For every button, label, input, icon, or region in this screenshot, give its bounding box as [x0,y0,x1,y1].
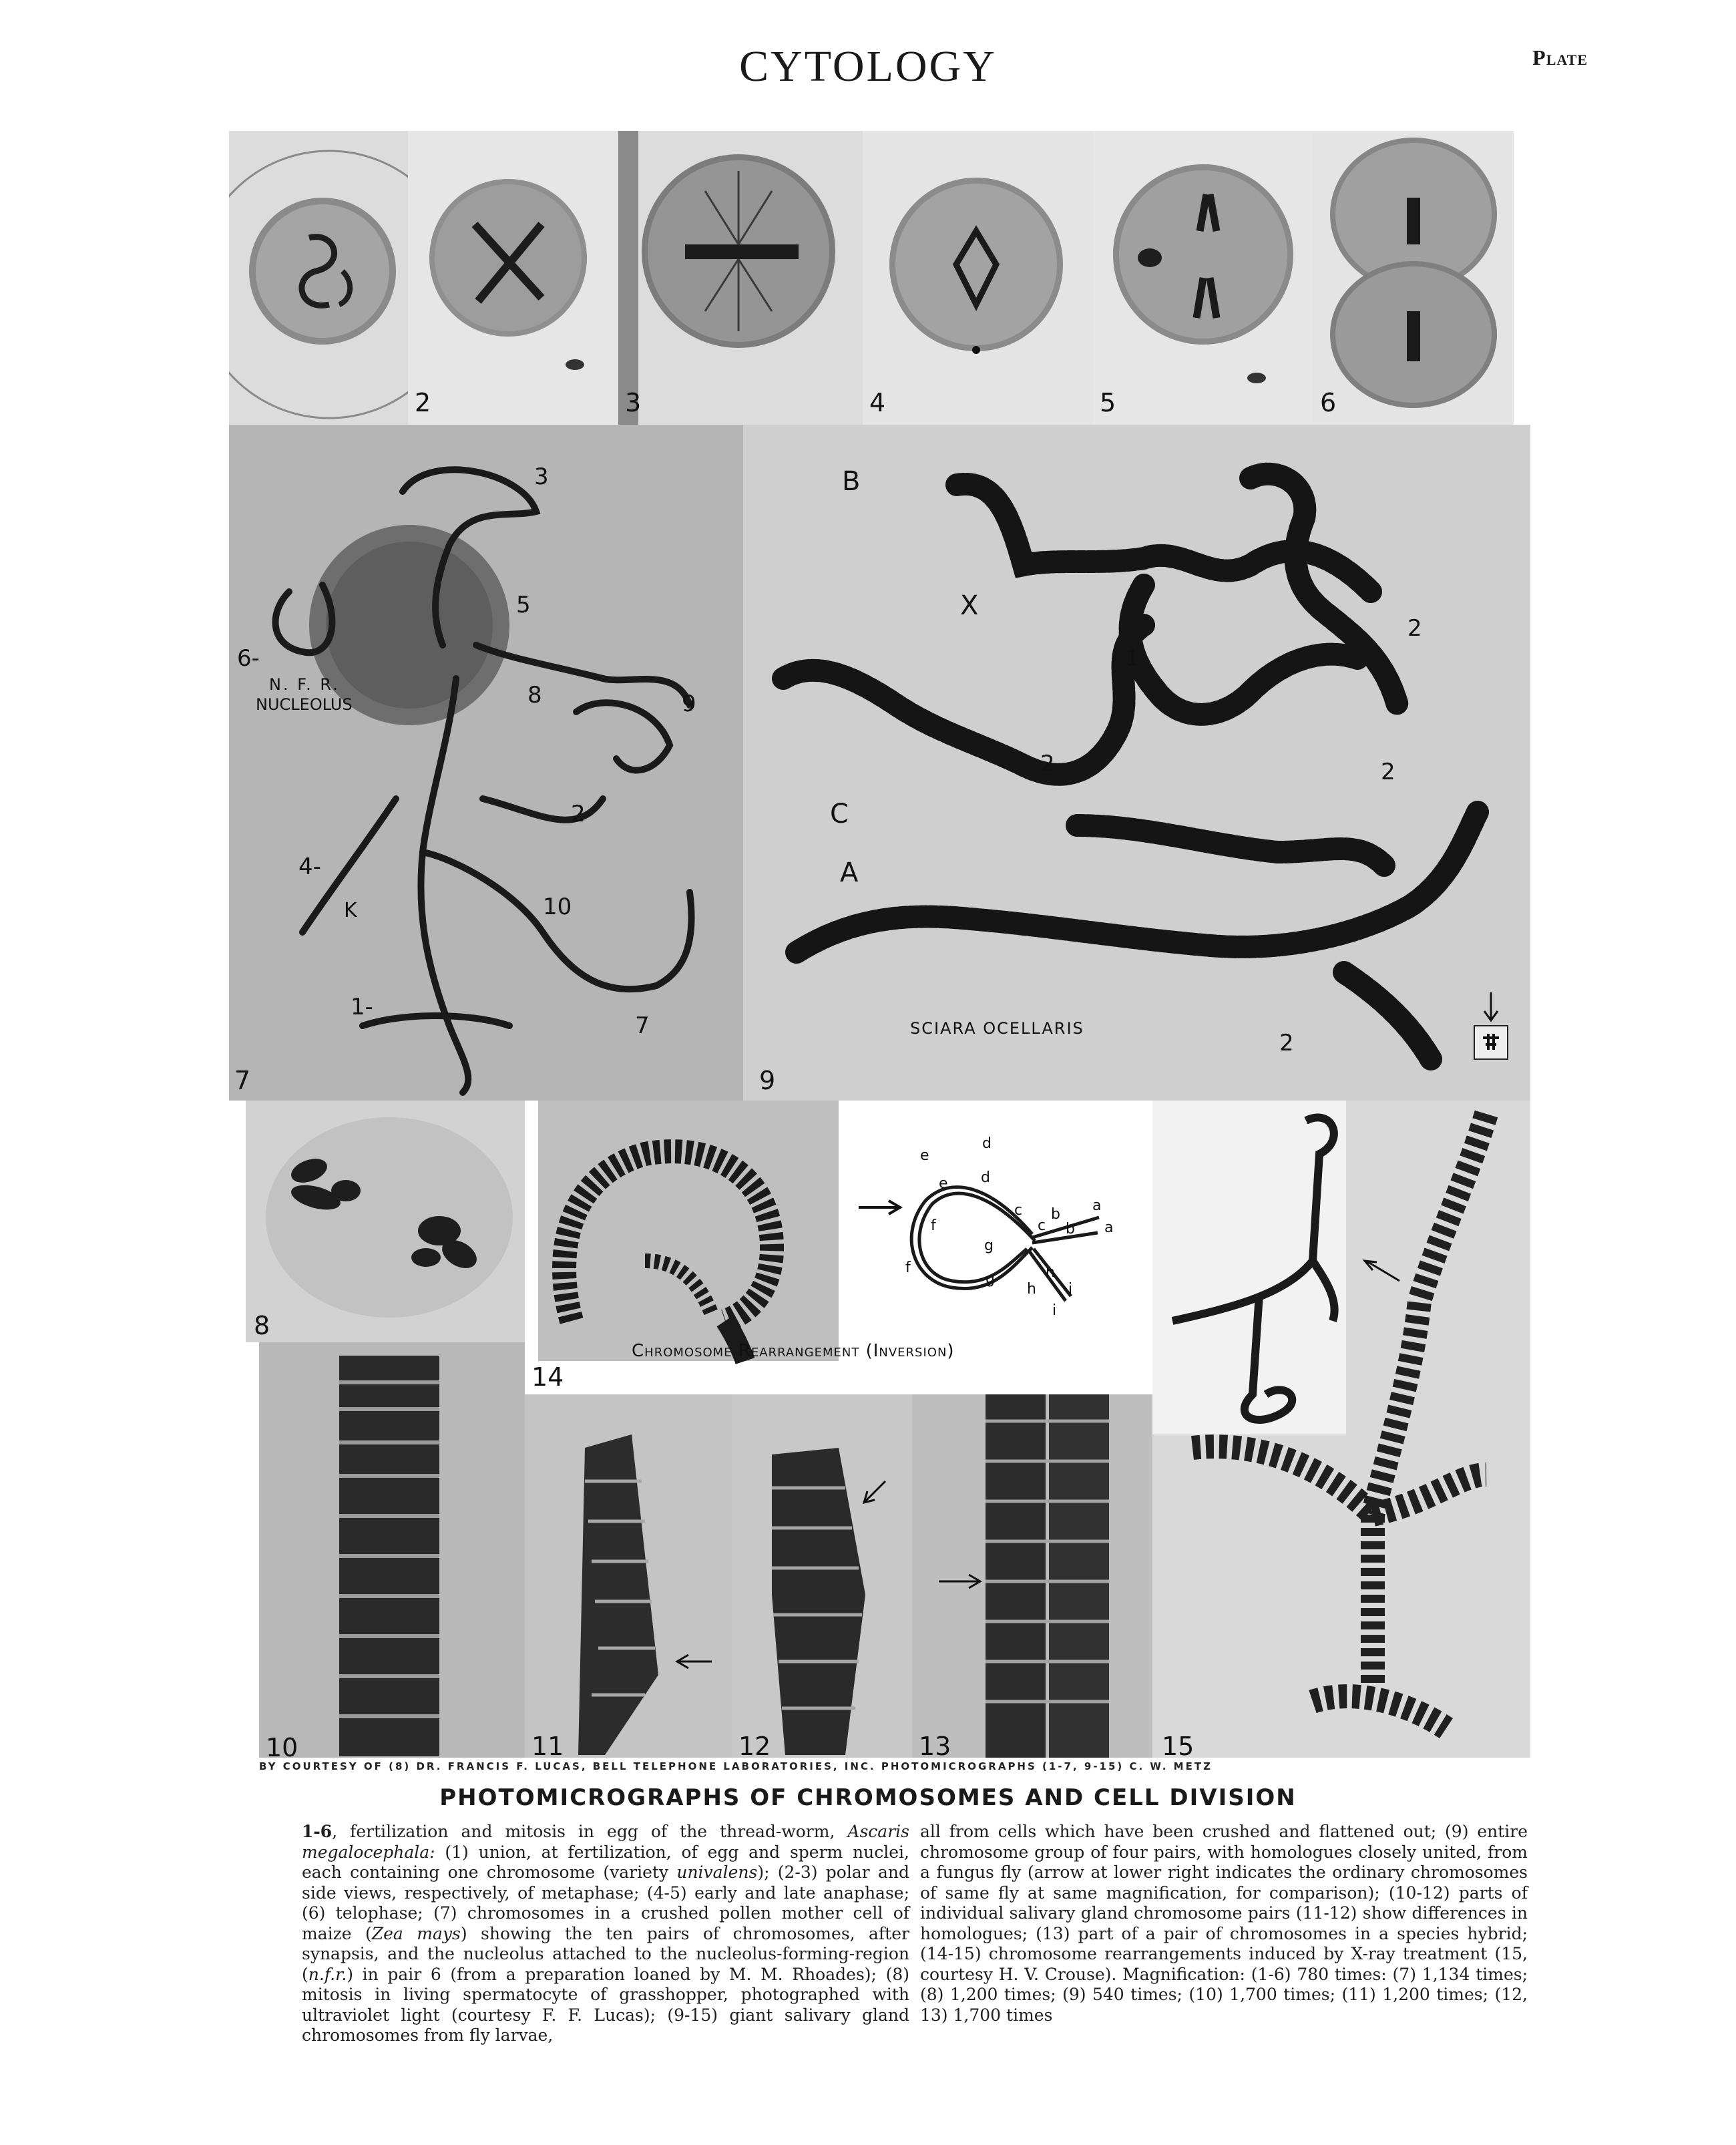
letter-f: f [931,1217,936,1234]
inversion-caption: Chromosome Rearrangement (Inversion) [632,1341,955,1361]
figure-number: 2 [415,388,431,417]
figure-8-photo [246,1101,525,1342]
figure-number: 13 [919,1732,951,1758]
salivary-chromosome-12-image [732,1394,912,1758]
letter-a: a [1092,1197,1102,1214]
letter-g: g [984,1237,994,1254]
letter-h: h [1027,1281,1036,1298]
polar-view-metaphase-image [408,131,618,425]
caption-run: ); (2-3) polar and side views, respectively, of metaphase; (4-5) early and late anaphase; (6) telophase; (7) chromosomes in a crushed pollen mother cell of maize ( [302,1863,909,1943]
figure-13-photo [912,1394,1152,1758]
letter-i: i [1052,1302,1057,1319]
caption-run: all from cells which have been crushed and flattened out; (9) entire chromosome group of four pairs, with homologues closely united, from a fungus fly (arrow at lower right indicates the ordinary chromosomes of same fly at same magnification, for comparison); (10-12) parts of individual salivary gland chromosome pairs (11-12) show differences in homologues; (13) part of a pair of chromosomes in a species hybrid; (14-15) chromosome rearrangements induced by X-ray treatment (15, courtesy H. V. Crouse). Magnification: (1-6) 780 times: (7) 1,134 times; (8) 1,200 times; (9) 540 times; (10) 1,700 times; (11) 1,200 times; (12, 13) 1,700 times [920,1822,1528,2025]
maize-chromosomes-image [229,425,743,1101]
caption-run: n.f.r. [308,1964,347,1984]
letter-g: g [986,1271,995,1288]
letter-d: d [981,1169,990,1186]
chromosome-label-b: B [842,466,861,497]
knob-label-k: K [344,899,357,922]
figure-1-photo [229,131,408,425]
photo-credit: BY COURTESY OF (8) DR. FRANCIS F. LUCAS, BELL TELEPHONE LABORATORIES, INC. PHOTOMICROGRAPHS (1-7, 9-15) C. W. METZ [259,1760,1213,1772]
figure-12-photo [732,1394,912,1758]
letter-e: e [920,1147,929,1164]
letter-h: h [1046,1264,1055,1281]
chromosome-label-2: 2 [1407,615,1422,642]
figure-number: 14 [531,1362,564,1392]
figure-number: 4 [869,388,886,417]
figure-4-photo [863,131,1093,425]
figure-number: 8 [254,1311,270,1340]
chromosome-label-10: 10 [543,894,572,920]
letter-d: d [982,1135,992,1152]
letter-c: c [1014,1202,1023,1219]
letter-i: i [1068,1281,1073,1298]
telophase-image [1313,131,1514,425]
figure-7-photo [229,425,743,1101]
chromosome-label-9: 9 [682,691,696,717]
salivary-chromosome-11-image [525,1394,732,1758]
chromosome-label-1: 1- [351,994,373,1020]
chromosome-label-7: 7 [635,1012,650,1039]
figure-10-photo [259,1342,525,1758]
caption-run: Ascaris megalocephala: [302,1822,909,1862]
chromosome-label-8: 8 [527,682,542,709]
chromosome-label-x: X [960,590,979,621]
letter-b: b [1066,1221,1075,1237]
caption-run: univalens [676,1863,758,1882]
chromosome-label-1: 1 [1125,645,1140,672]
caption-right-column [920,1822,1528,2025]
figure-number: 9 [759,1066,776,1095]
rearrangement-chromosome-15-image [1152,1101,1530,1758]
figure-number: 10 [266,1733,298,1758]
figure-2-photo [408,131,618,425]
letter-a: a [1104,1219,1114,1236]
figure-number: 5 [1100,388,1116,417]
chromosome-label-2: 2 [1381,759,1395,785]
species-label: SCIARA OCELLARIS [910,1019,1084,1038]
chromosome-label-5: 5 [516,592,531,618]
grasshopper-mitosis-image [246,1101,525,1342]
sciara-chromosomes-image [743,425,1530,1101]
figure-11-photo [525,1394,732,1758]
caption-run: Zea mays [371,1923,461,1943]
chromosome-label-c: C [830,799,849,829]
chromosome-label-4: 4- [298,853,321,880]
chromosome-label-3: 3 [534,463,549,490]
fertilization-cell-image [229,131,408,425]
figure-3-photo [618,131,863,425]
caption-run: , fertilization and mitosis in egg of the thread-worm, [332,1822,848,1841]
caption-run: ) showing the ten pairs of chromosomes, after synapsis, and the nucleolus attached to the nucleolus-forming-region ( [302,1923,909,1984]
figure-number: 11 [531,1732,564,1758]
nfr-label: N. F. R. [269,675,340,694]
salivary-chromosome-10-image [259,1342,525,1758]
chromosome-label-2: 2 [571,801,586,827]
figure-number: 15 [1162,1732,1195,1758]
figure-5-photo [1093,131,1313,425]
figure-number: 12 [738,1732,771,1758]
figure-6-photo [1313,131,1514,425]
page-title: CYTOLOGY [739,42,997,91]
letter-c: c [1038,1217,1046,1234]
figure-15-photo [1152,1101,1530,1758]
chromosome-label-6: 6- [237,645,260,672]
caption-run: (1) union, at fertilization, of egg and sperm nuclei, each containing one chromosome (variety [302,1842,909,1882]
caption-left-column [302,1822,909,2046]
figure-14-photo [525,1101,1152,1394]
caption-run: 1-6 [302,1822,333,1841]
late-anaphase-image [1093,131,1313,425]
chromosome-label-2: 2 [1040,751,1055,777]
figure-number: 6 [1320,388,1337,417]
letter-f: f [905,1259,911,1276]
plate-label: Plate [1532,45,1588,69]
figure-number: 3 [625,388,642,417]
caption-title: PHOTOMICROGRAPHS OF CHROMOSOMES AND CELL DIVISION [439,1784,1297,1811]
caption-run: ) in pair 6 (from a preparation loaned by M. M. Rhoades); (8) mitosis in living spermatocyte of grasshopper, photographed with ultraviolet light (courtesy F. F. Lucas); (9-15) giant salivary gland chromosomes from fly larvae, [302,1964,909,2045]
nucleolus-label: NUCLEOLUS [256,695,353,714]
early-anaphase-image [863,131,1093,425]
letter-b: b [1051,1206,1060,1223]
chromosome-label-2: 2 [1279,1030,1294,1056]
figure-number: 7 [234,1066,251,1095]
salivary-chromosome-13-image [912,1394,1152,1758]
figure-9-photo [743,425,1530,1101]
side-view-metaphase-image [618,131,863,425]
letter-e: e [939,1175,948,1192]
chromosome-label-a: A [840,857,859,888]
